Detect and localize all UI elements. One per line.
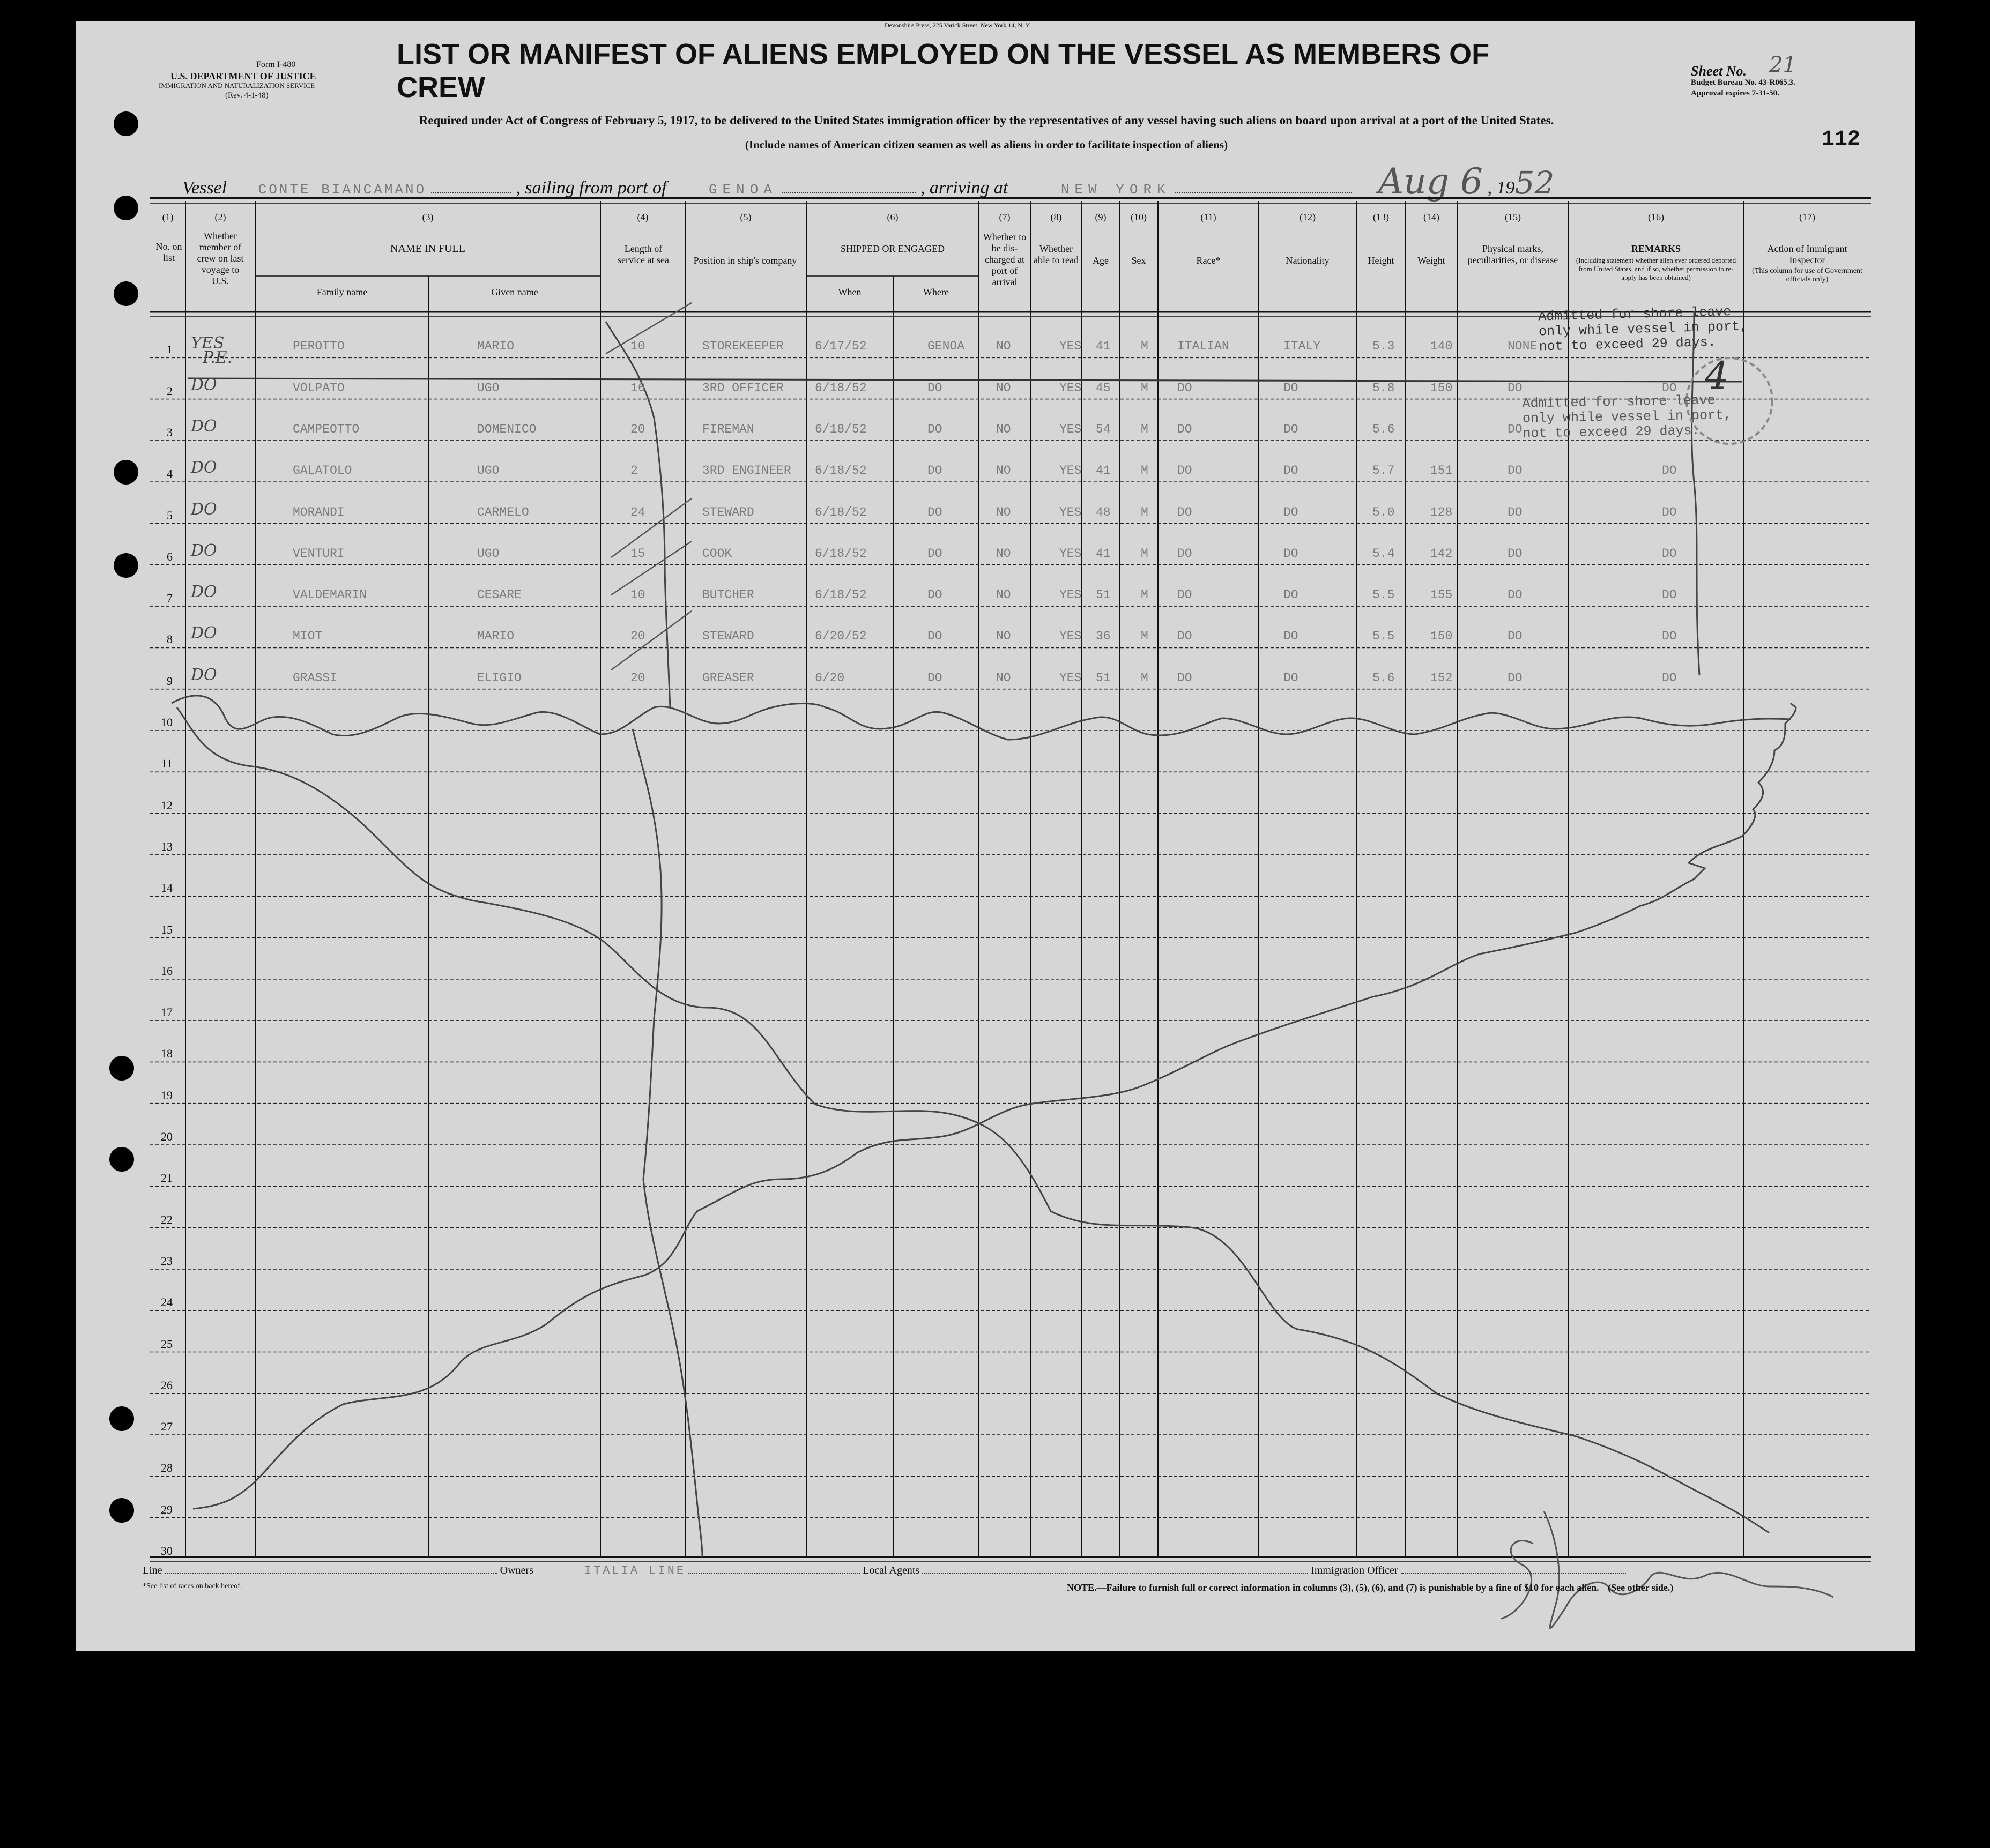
cell-given: ELIGIO [477,670,522,685]
page-number: 112 [1822,128,1861,152]
cell-read: YES [1059,464,1082,478]
cell-when: 6/18/52 [815,546,867,561]
cell-weight: 155 [1430,588,1453,602]
shore-leave-stamp: Admitted for shore leave only while vessel in port, not to exceed 29 days. [1538,304,1748,355]
owners-value: ITALIA LINE [584,1564,686,1577]
cell-race: DO [1177,464,1192,478]
cell-position: FIREMAN [702,422,754,436]
cell-family: VALDEMARIN [293,588,367,602]
cell-when: 6/20 [815,670,845,685]
cell-nationality: DO [1283,422,1298,436]
cell-position: GREASER [702,670,754,685]
cell-sex: M [1141,339,1148,354]
line-number: 24 [161,1295,173,1309]
cell-age: 54 [1096,422,1111,436]
cell-height: 5.3 [1372,339,1395,354]
sailing-label: , sailing from port of [516,178,667,198]
cell-position: BUTCHER [702,588,754,602]
cell-where: DO [927,422,942,436]
cell-crew: DO [191,416,217,436]
footer-line [143,1564,1869,1577]
cell-discharged: NO [996,670,1011,685]
cell-height: 5.6 [1372,422,1395,436]
cell-crew: YES [191,334,225,353]
cell-nationality: DO [1283,505,1298,519]
cell-remarks: DO [1662,464,1677,478]
cell-service: 2 [630,464,638,478]
cell-family: MIOT [293,629,323,644]
cell-service: 15 [630,546,645,561]
penalty-note [1067,1582,1673,1593]
arriving-label: , arriving at [920,178,1008,198]
page-subtitle: Required under Act of Congress of February 5, 1917, to be delivered to the United States immigration officer by the representatives of any vessel having such aliens on board upon arrival at a port of the United States. [419,114,1554,127]
form-rev: (Rev. 4-1-48) [225,91,269,100]
cell-race: DO [1177,381,1192,395]
cell-age: 41 [1096,464,1111,478]
col-family-label: Family name [316,287,368,297]
cell-family: VENTURI [293,546,345,561]
line-number: 8 [167,632,173,646]
cell-where: DO [927,629,942,644]
cell-given: MARIO [477,339,515,354]
cell-remarks: DO [1662,546,1677,561]
arrival-date: Aug 6 [1378,161,1483,202]
arrival-year: 52 [1514,165,1555,201]
cell-given: DOMENICO [477,422,537,436]
col-action-num: (17) [1799,212,1815,222]
cell-when: 6/18/52 [815,505,867,519]
cell-crew: DO [191,665,217,684]
vessel-label: Vessel [182,178,227,198]
cell-age: 45 [1096,381,1111,395]
cell-crew: DO [191,583,217,602]
cell-sex: M [1141,546,1148,561]
col-race-num: (11) [1200,212,1216,222]
line-number: 16 [161,964,173,978]
cell-age: 41 [1096,546,1111,561]
cell-discharged: NO [996,339,1011,354]
col-remarks-num: (16) [1648,212,1664,222]
line-number: 9 [167,674,173,688]
officer-label: Immigration Officer [1311,1564,1398,1576]
line-number: 7 [167,591,173,605]
cell-height: 5.7 [1372,464,1395,478]
cell-service: 10 [630,588,645,602]
cell-where: DO [927,588,942,602]
line-number: 1 [167,342,173,356]
cell-height: 5.4 [1372,546,1395,561]
cell-discharged: NO [996,588,1011,602]
cell-given: CARMELO [477,505,529,519]
cell-where: DO [927,381,942,395]
cell-marks: DO [1508,629,1523,644]
cell-discharged: NO [996,629,1011,644]
line-number: 11 [161,757,173,771]
col-service-num: (4) [637,212,649,222]
cell-marks: DO [1508,464,1523,478]
cell-remarks: DO [1662,505,1677,519]
inspector-mark: 4 [1705,354,1729,398]
cell-height: 5.5 [1372,629,1395,644]
vessel-name: CONTE BIANCAMANO [258,182,427,198]
cell-weight: 128 [1430,505,1453,519]
cell-height: 5.8 [1372,381,1395,395]
cell-where: DO [927,464,942,478]
cell-sex: M [1141,422,1148,436]
cell-crew: DO [191,624,217,643]
line-number: 27 [161,1420,173,1434]
cell-where: DO [927,546,942,561]
col-where-label: Where [923,287,949,297]
cell-remarks: DO [1662,381,1677,395]
shore-leave-stamp: Admitted for shore leave only while vessel in port, not to exceed 29 days. [1522,392,1732,442]
cell-family: CAMPEOTTO [293,422,360,436]
col-nationality-num: (12) [1300,212,1316,222]
cell-weight: 142 [1430,546,1453,561]
cell-marks: DO [1508,546,1523,561]
cell-where: GENOA [927,339,965,354]
page-title: LIST OR MANIFEST OF ALIENS EMPLOYED ON THE VESSEL AS MEMBERS OF CREW [397,38,1490,103]
col-read-label: Whether able to read [1034,243,1079,265]
cell-read: YES [1059,422,1082,436]
cell-nationality: DO [1283,381,1298,395]
arrival-port: NEW YORK [1060,182,1171,198]
col-position-num: (5) [740,212,752,222]
approval-expiry: Approval expires 7-31-50. [1691,89,1779,98]
col-age-label: Age [1093,255,1109,266]
cell-race: DO [1177,546,1192,561]
cell-nationality: DO [1283,546,1298,561]
cell-position: STOREKEEPER [702,339,784,354]
col-height-label: Height [1368,255,1394,266]
cell-height: 5.0 [1372,505,1395,519]
col-remarks-note: (Including statement whether alien ever ordered deported from United States, and if so, whether permission to re-apply has been obtained) [1576,256,1736,281]
col-position-label: Position in ship's company [693,255,797,266]
cell-discharged: NO [996,381,1011,395]
cell-given: UGO [477,464,500,478]
col-service-label: Length of service at sea [618,243,669,265]
cell-discharged: NO [996,422,1011,436]
cell-crew: DO [191,541,217,560]
line-number: 21 [161,1171,173,1185]
line-number: 15 [161,922,173,936]
line-number: 25 [161,1337,173,1351]
cell-race: DO [1177,588,1192,602]
cell-remarks: DO [1662,629,1677,644]
cell-when: 6/17/52 [815,339,867,354]
cell-read: YES [1059,381,1082,395]
col-crew-num: (2) [214,212,226,222]
col-nationality-label: Nationality [1286,255,1330,266]
cell-marks: DO [1508,381,1523,395]
cell-sex: M [1141,670,1148,685]
cell-where: DO [927,670,942,685]
cell-position: COOK [702,546,732,561]
sheet-label: Sheet No. [1691,63,1747,79]
cell-service: 10 [630,339,645,354]
cell-weight: 140 [1430,339,1453,354]
cell-sex: M [1141,588,1148,602]
cell-height: 5.5 [1372,588,1395,602]
cell-marks: DO [1508,422,1523,436]
col-given-label: Given name [491,287,538,297]
col-no-num: (1) [162,212,174,222]
cell-when: 6/18/52 [815,381,867,395]
line-number: 23 [161,1254,173,1268]
line-number: 19 [161,1088,173,1102]
cell-sex: M [1141,381,1148,395]
cell-race: ITALIAN [1177,339,1229,354]
cell-given: CESARE [477,588,522,602]
line-number: 2 [167,384,173,398]
cell-marks: DO [1508,588,1523,602]
cell-race: DO [1177,505,1192,519]
col-discharge-num: (7) [999,212,1011,222]
col-discharge-label: Whether to be dis-charged at port of arrival [983,232,1027,287]
cell-remarks: DO [1662,670,1677,685]
line-number: 20 [161,1130,173,1143]
form-code: Form I-480 [256,60,296,69]
page-subnote: (Include names of American citizen seamen as well as aliens in order to facilitate inspection of aliens) [745,138,1228,151]
cell-race: DO [1177,422,1192,436]
cell-sex: M [1141,629,1148,644]
cell-sex: M [1141,464,1148,478]
cell-position: 3RD OFFICER [702,381,784,395]
cell-age: 51 [1096,670,1111,685]
cell-nationality: DO [1283,464,1298,478]
races-note: *See list of races on back hereof. [143,1582,242,1590]
line-number: 18 [161,1047,173,1061]
line-number: 12 [161,798,173,812]
cell-crew: DO [191,375,217,394]
line-number: 10 [161,716,173,729]
cell-family: GRASSI [293,670,337,685]
cell-when: 6/18/52 [815,588,867,602]
cell-marks: DO [1508,670,1523,685]
col-weight-num: (14) [1423,212,1439,222]
cell-age: 41 [1096,339,1111,354]
cell-read: YES [1059,670,1082,685]
col-shipped-label: SHIPPED OR ENGAGED [840,243,945,254]
cell-weight: 150 [1430,629,1453,644]
col-marks-label: Physical marks, peculiarities, or disease [1467,243,1558,265]
cell-read: YES [1059,588,1082,602]
cell-discharged: NO [996,505,1011,519]
cell-read: YES [1059,505,1082,519]
cell-family: MORANDI [293,505,345,519]
sheet-number: 21 [1769,53,1796,77]
cell-service: 16 [630,381,645,395]
line-number: 5 [167,508,173,522]
form-service: IMMIGRATION AND NATURALIZATION SERVICE [159,81,315,90]
cell-sex: M [1141,505,1148,519]
cell-nationality: DO [1283,588,1298,602]
cell-family: PEROTTO [293,339,345,354]
cell-service: 24 [630,505,645,519]
cell-crew: DO [191,458,217,478]
line-number: 28 [161,1461,173,1475]
col-race-label: Race* [1196,255,1221,266]
budget-bureau: Budget Bureau No. 43-R065.3. [1691,78,1795,87]
cell-position: STEWARD [702,505,754,519]
cell-age: 51 [1096,588,1111,602]
line-label: Line [143,1564,162,1576]
cell-where: DO [927,505,942,519]
departure-port: GENOA [708,182,777,198]
col-crew-label: Whether member of crew on last voyage to U.S. [197,230,244,286]
line-number: 4 [167,467,173,481]
col-when-label: When [838,287,862,297]
cell-given: MARIO [477,629,515,644]
cell-given: UGO [477,546,500,561]
line-number: 29 [161,1502,173,1516]
col-remarks-label: REMARKS [1631,243,1681,254]
line-number: 30 [161,1544,173,1558]
crew-note: P.E. [203,348,233,367]
line-number: 17 [161,1005,173,1019]
col-age-num: (9) [1095,212,1107,222]
col-height-num: (13) [1373,212,1389,222]
cell-read: YES [1059,546,1082,561]
year-prefix: , 19 [1487,178,1515,198]
col-action-note: (This column for use of Government officials only) [1752,267,1862,284]
cell-remarks: DO [1662,588,1677,602]
cell-height: 5.6 [1372,670,1395,685]
cell-service: 20 [630,670,645,685]
cell-age: 36 [1096,629,1111,644]
col-sex-label: Sex [1131,255,1146,266]
col-sex-num: (10) [1131,212,1147,222]
cell-marks: DO [1508,505,1523,519]
col-action-label: Action of Immigrant Inspector [1767,243,1847,265]
col-marks-num: (15) [1505,212,1521,222]
line-number: 22 [161,1212,173,1226]
cell-race: DO [1177,629,1192,644]
cell-read: YES [1059,339,1082,354]
line-number: 14 [161,881,173,895]
cell-read: YES [1059,629,1082,644]
penalty-text: NOTE.—Failure to furnish full or correct information in columns (3), (5), (6), and (7) is punishable by a fine of $10 for each alien. [1067,1582,1599,1593]
col-name-num: (3) [422,212,434,222]
cell-age: 48 [1096,505,1111,519]
cell-when: 6/20/52 [815,629,867,644]
cell-family: VOLPATO [293,381,345,395]
cell-when: 6/18/52 [815,464,867,478]
cell-race: DO [1177,670,1192,685]
line-number: 3 [167,425,173,439]
cell-crew: DO [191,500,217,519]
col-no-label: No. on list [155,241,182,263]
cell-service: 20 [630,629,645,644]
cell-position: 3RD ENGINEER [702,464,791,478]
line-number: 6 [167,549,173,563]
cell-weight: 151 [1430,464,1453,478]
col-weight-label: Weight [1417,255,1445,266]
cell-when: 6/18/52 [815,422,867,436]
agents-label: Local Agents [863,1564,920,1576]
cell-position: STEWARD [702,629,754,644]
cell-marks: NONE [1508,339,1538,354]
cell-nationality: DO [1283,629,1298,644]
cell-discharged: NO [996,546,1011,561]
cell-discharged: NO [996,464,1011,478]
cell-nationality: ITALY [1283,339,1321,354]
col-shipped-num: (6) [887,212,899,222]
owners-label: Owners [500,1564,533,1576]
cell-given: UGO [477,381,500,395]
line-number: 26 [161,1378,173,1392]
cell-weight: 150 [1430,381,1453,395]
col-read-num: (8) [1050,212,1062,222]
col-name-label: NAME IN FULL [390,243,465,255]
see-other-side: (See other side.) [1608,1582,1674,1593]
cell-weight: 152 [1430,670,1453,685]
cell-nationality: DO [1283,670,1298,685]
cell-family: GALATOLO [293,464,352,478]
line-number: 13 [161,839,173,853]
cell-service: 20 [630,422,645,436]
form-dept: U.S. DEPARTMENT OF JUSTICE [170,71,316,81]
printer-line: Devonshire Press, 225 Varick Street, New York 14, N. Y. [885,21,1031,29]
